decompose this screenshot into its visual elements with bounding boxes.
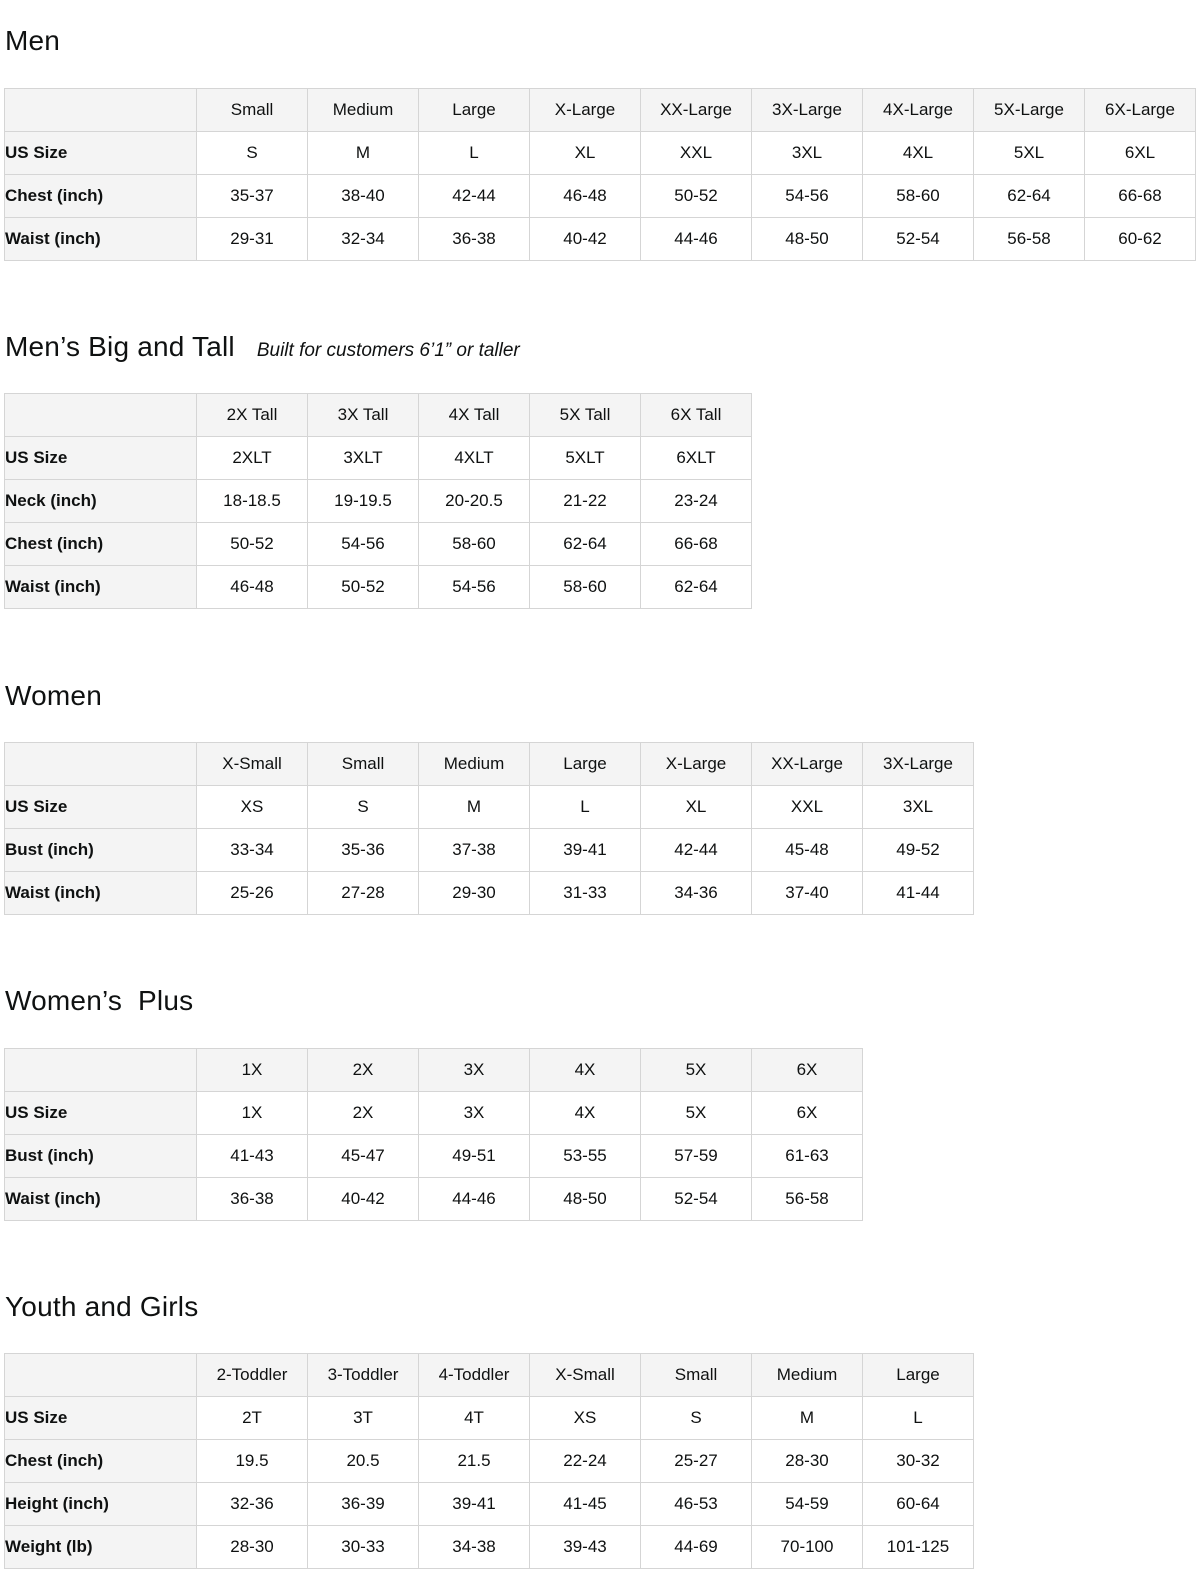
section-title-mens-big-and-tall: Men’s Big and Tall — [5, 330, 235, 362]
size-cell: 39-43 — [530, 1526, 641, 1569]
size-cell: 58-60 — [530, 566, 641, 609]
size-cell: XXL — [641, 132, 752, 175]
size-cell: M — [308, 132, 419, 175]
size-cell: 32-34 — [308, 218, 419, 261]
size-cell: 49-51 — [419, 1135, 530, 1178]
size-cell: 39-41 — [530, 829, 641, 872]
size-cell: S — [641, 1397, 752, 1440]
size-cell: 2XLT — [197, 437, 308, 480]
column-header: 3X Tall — [308, 394, 419, 437]
size-cell: 5XLT — [530, 437, 641, 480]
column-header: Medium — [752, 1354, 863, 1397]
table-row — [5, 1178, 863, 1221]
size-cell: 61-63 — [752, 1135, 863, 1178]
size-cell: 42-44 — [641, 829, 752, 872]
size-cell: 66-68 — [1085, 175, 1196, 218]
size-cell: L — [863, 1397, 974, 1440]
size-cell: XS — [530, 1397, 641, 1440]
size-cell: 32-36 — [197, 1483, 308, 1526]
row-label: Waist (inch) — [5, 218, 197, 261]
size-cell: 45-48 — [752, 829, 863, 872]
size-cell: 40-42 — [530, 218, 641, 261]
row-label: Waist (inch) — [5, 566, 197, 609]
size-cell: 54-56 — [419, 566, 530, 609]
size-table-women — [4, 742, 974, 915]
section-title-youth-and-girls: Youth and Girls — [5, 1290, 199, 1322]
size-cell: 19.5 — [197, 1440, 308, 1483]
size-cell: 60-62 — [1085, 218, 1196, 261]
column-header: Small — [641, 1354, 752, 1397]
size-cell: 3T — [308, 1397, 419, 1440]
size-cell: 66-68 — [641, 523, 752, 566]
size-cell: S — [308, 786, 419, 829]
section-mens-big-and-tall — [4, 308, 1200, 610]
column-header: 5X Tall — [530, 394, 641, 437]
header-row — [5, 743, 974, 786]
row-label: US Size — [5, 437, 197, 480]
size-cell: M — [419, 786, 530, 829]
section-title-women: Women — [5, 679, 102, 711]
row-label: US Size — [5, 132, 197, 175]
column-header: XX-Large — [641, 89, 752, 132]
column-header: 4X Tall — [419, 394, 530, 437]
table-row — [5, 1135, 863, 1178]
size-cell: 20-20.5 — [419, 480, 530, 523]
size-cell: 5X — [641, 1092, 752, 1135]
corner-cell — [5, 89, 197, 132]
corner-cell — [5, 1049, 197, 1092]
size-cell: 50-52 — [308, 566, 419, 609]
column-header: X-Large — [530, 89, 641, 132]
size-cell: 49-52 — [863, 829, 974, 872]
table-row — [5, 829, 974, 872]
size-cell: 37-38 — [419, 829, 530, 872]
size-cell: 3X — [419, 1092, 530, 1135]
column-header: 3X-Large — [863, 743, 974, 786]
size-cell: 62-64 — [974, 175, 1085, 218]
size-cell: 31-33 — [530, 872, 641, 915]
column-header: X-Small — [530, 1354, 641, 1397]
header-row — [5, 394, 752, 437]
header-row — [5, 1049, 863, 1092]
row-label: Chest (inch) — [5, 523, 197, 566]
column-header: Small — [197, 89, 308, 132]
size-cell: 58-60 — [419, 523, 530, 566]
column-header: 4-Toddler — [419, 1354, 530, 1397]
section-title-row — [5, 656, 1199, 735]
size-cell: 38-40 — [308, 175, 419, 218]
size-cell: 56-58 — [974, 218, 1085, 261]
size-cell: L — [530, 786, 641, 829]
size-cell: 39-41 — [419, 1483, 530, 1526]
section-subtitle-mens-big-and-tall: Built for customers 6’1” or taller — [256, 339, 520, 361]
table-row — [5, 218, 1196, 261]
size-cell: 4X — [530, 1092, 641, 1135]
column-header: Large — [419, 89, 530, 132]
table-row — [5, 786, 974, 829]
table-row — [5, 1483, 974, 1526]
section-title-row — [5, 308, 1199, 387]
size-cell: 4XL — [863, 132, 974, 175]
size-cell: 58-60 — [863, 175, 974, 218]
size-cell: 6XL — [1085, 132, 1196, 175]
table-row — [5, 132, 1196, 175]
row-label: Weight (lb) — [5, 1526, 197, 1569]
size-cell: 53-55 — [530, 1135, 641, 1178]
section-title-row — [5, 1268, 1199, 1347]
size-cell: 57-59 — [641, 1135, 752, 1178]
size-cell: 21.5 — [419, 1440, 530, 1483]
section-youth-and-girls — [4, 1268, 1200, 1569]
size-cell: 41-45 — [530, 1483, 641, 1526]
size-cell: 36-38 — [197, 1178, 308, 1221]
row-label: US Size — [5, 1092, 197, 1135]
row-label: Height (inch) — [5, 1483, 197, 1526]
header-row — [5, 1354, 974, 1397]
corner-cell — [5, 743, 197, 786]
size-cell: 44-46 — [641, 218, 752, 261]
size-cell: 40-42 — [308, 1178, 419, 1221]
table-row — [5, 566, 752, 609]
column-header: Large — [530, 743, 641, 786]
size-cell: 52-54 — [641, 1178, 752, 1221]
column-header: 6X Tall — [641, 394, 752, 437]
size-cell: 29-31 — [197, 218, 308, 261]
size-cell: 60-64 — [863, 1483, 974, 1526]
size-cell: 29-30 — [419, 872, 530, 915]
size-cell: 28-30 — [197, 1526, 308, 1569]
size-cell: 50-52 — [641, 175, 752, 218]
size-cell: 21-22 — [530, 480, 641, 523]
size-cell: M — [752, 1397, 863, 1440]
size-cell: 46-48 — [197, 566, 308, 609]
corner-cell — [5, 1354, 197, 1397]
size-cell: 62-64 — [641, 566, 752, 609]
size-cell: 33-34 — [197, 829, 308, 872]
size-cell: 3XL — [752, 132, 863, 175]
size-cell: 44-46 — [419, 1178, 530, 1221]
section-womens-plus — [4, 962, 1200, 1221]
size-cell: 23-24 — [641, 480, 752, 523]
size-cell: 35-36 — [308, 829, 419, 872]
table-row — [5, 1440, 974, 1483]
size-cell: 52-54 — [863, 218, 974, 261]
size-cell: 4T — [419, 1397, 530, 1440]
section-men — [4, 2, 1200, 261]
column-header: 4X — [530, 1049, 641, 1092]
size-cell: 28-30 — [752, 1440, 863, 1483]
row-label: Chest (inch) — [5, 175, 197, 218]
column-header: 5X-Large — [974, 89, 1085, 132]
size-cell: XS — [197, 786, 308, 829]
column-header: 6X — [752, 1049, 863, 1092]
size-cell: 45-47 — [308, 1135, 419, 1178]
size-cell: 35-37 — [197, 175, 308, 218]
column-header: 3X-Large — [752, 89, 863, 132]
size-cell: 5XL — [974, 132, 1085, 175]
size-cell: 4XLT — [419, 437, 530, 480]
size-cell: 25-26 — [197, 872, 308, 915]
column-header: 3-Toddler — [308, 1354, 419, 1397]
size-cell: 41-43 — [197, 1135, 308, 1178]
size-chart-page — [4, 2, 1200, 1569]
size-cell: 36-38 — [419, 218, 530, 261]
size-cell: XL — [530, 132, 641, 175]
column-header: 4X-Large — [863, 89, 974, 132]
size-cell: 18-18.5 — [197, 480, 308, 523]
column-header: 2X — [308, 1049, 419, 1092]
size-table-youth-and-girls — [4, 1353, 974, 1569]
column-header: X-Large — [641, 743, 752, 786]
size-cell: 101-125 — [863, 1526, 974, 1569]
row-label: Neck (inch) — [5, 480, 197, 523]
size-cell: 42-44 — [419, 175, 530, 218]
size-cell: S — [197, 132, 308, 175]
size-cell: 27-28 — [308, 872, 419, 915]
table-row — [5, 1397, 974, 1440]
column-header: XX-Large — [752, 743, 863, 786]
size-cell: 22-24 — [530, 1440, 641, 1483]
size-cell: 46-48 — [530, 175, 641, 218]
size-table-womens-plus — [4, 1048, 863, 1221]
section-title-men: Men — [5, 25, 61, 57]
size-cell: 3XLT — [308, 437, 419, 480]
size-cell: 46-53 — [641, 1483, 752, 1526]
row-label: Waist (inch) — [5, 1178, 197, 1221]
size-cell: 54-56 — [308, 523, 419, 566]
size-cell: L — [419, 132, 530, 175]
column-header: X-Small — [197, 743, 308, 786]
size-cell: 19-19.5 — [308, 480, 419, 523]
size-cell: 3XL — [863, 786, 974, 829]
size-cell: 44-69 — [641, 1526, 752, 1569]
size-cell: 50-52 — [197, 523, 308, 566]
row-label: Bust (inch) — [5, 829, 197, 872]
row-label: Waist (inch) — [5, 872, 197, 915]
size-cell: 25-27 — [641, 1440, 752, 1483]
table-row — [5, 175, 1196, 218]
column-header: Medium — [308, 89, 419, 132]
section-title-row — [5, 2, 1199, 81]
table-row — [5, 437, 752, 480]
table-row — [5, 1526, 974, 1569]
size-cell: 34-36 — [641, 872, 752, 915]
section-title-row — [5, 962, 1199, 1041]
table-row — [5, 872, 974, 915]
size-cell: XXL — [752, 786, 863, 829]
size-cell: 70-100 — [752, 1526, 863, 1569]
column-header: 6X-Large — [1085, 89, 1196, 132]
size-cell: 54-56 — [752, 175, 863, 218]
size-cell: 54-59 — [752, 1483, 863, 1526]
row-label: Bust (inch) — [5, 1135, 197, 1178]
section-title-womens-plus: Women’s Plus — [5, 985, 194, 1017]
column-header: 1X — [197, 1049, 308, 1092]
size-cell: 41-44 — [863, 872, 974, 915]
size-cell: 56-58 — [752, 1178, 863, 1221]
size-cell: 36-39 — [308, 1483, 419, 1526]
row-label: Chest (inch) — [5, 1440, 197, 1483]
table-row — [5, 480, 752, 523]
size-cell: 62-64 — [530, 523, 641, 566]
row-label: US Size — [5, 786, 197, 829]
column-header: 3X — [419, 1049, 530, 1092]
table-row — [5, 523, 752, 566]
row-label: US Size — [5, 1397, 197, 1440]
size-cell: 20.5 — [308, 1440, 419, 1483]
size-cell: 30-33 — [308, 1526, 419, 1569]
size-table-men — [4, 88, 1196, 261]
size-cell: XL — [641, 786, 752, 829]
size-cell: 30-32 — [863, 1440, 974, 1483]
column-header: Large — [863, 1354, 974, 1397]
section-women — [4, 656, 1200, 915]
size-cell: 37-40 — [752, 872, 863, 915]
size-cell: 2T — [197, 1397, 308, 1440]
size-cell: 6XLT — [641, 437, 752, 480]
table-row — [5, 1092, 863, 1135]
column-header: 2-Toddler — [197, 1354, 308, 1397]
column-header: Small — [308, 743, 419, 786]
size-cell: 48-50 — [752, 218, 863, 261]
corner-cell — [5, 394, 197, 437]
header-row — [5, 89, 1196, 132]
size-cell: 2X — [308, 1092, 419, 1135]
size-table-mens-big-and-tall — [4, 393, 752, 609]
column-header: Medium — [419, 743, 530, 786]
size-cell: 6X — [752, 1092, 863, 1135]
size-cell: 48-50 — [530, 1178, 641, 1221]
size-cell: 1X — [197, 1092, 308, 1135]
column-header: 5X — [641, 1049, 752, 1092]
column-header: 2X Tall — [197, 394, 308, 437]
size-cell: 34-38 — [419, 1526, 530, 1569]
